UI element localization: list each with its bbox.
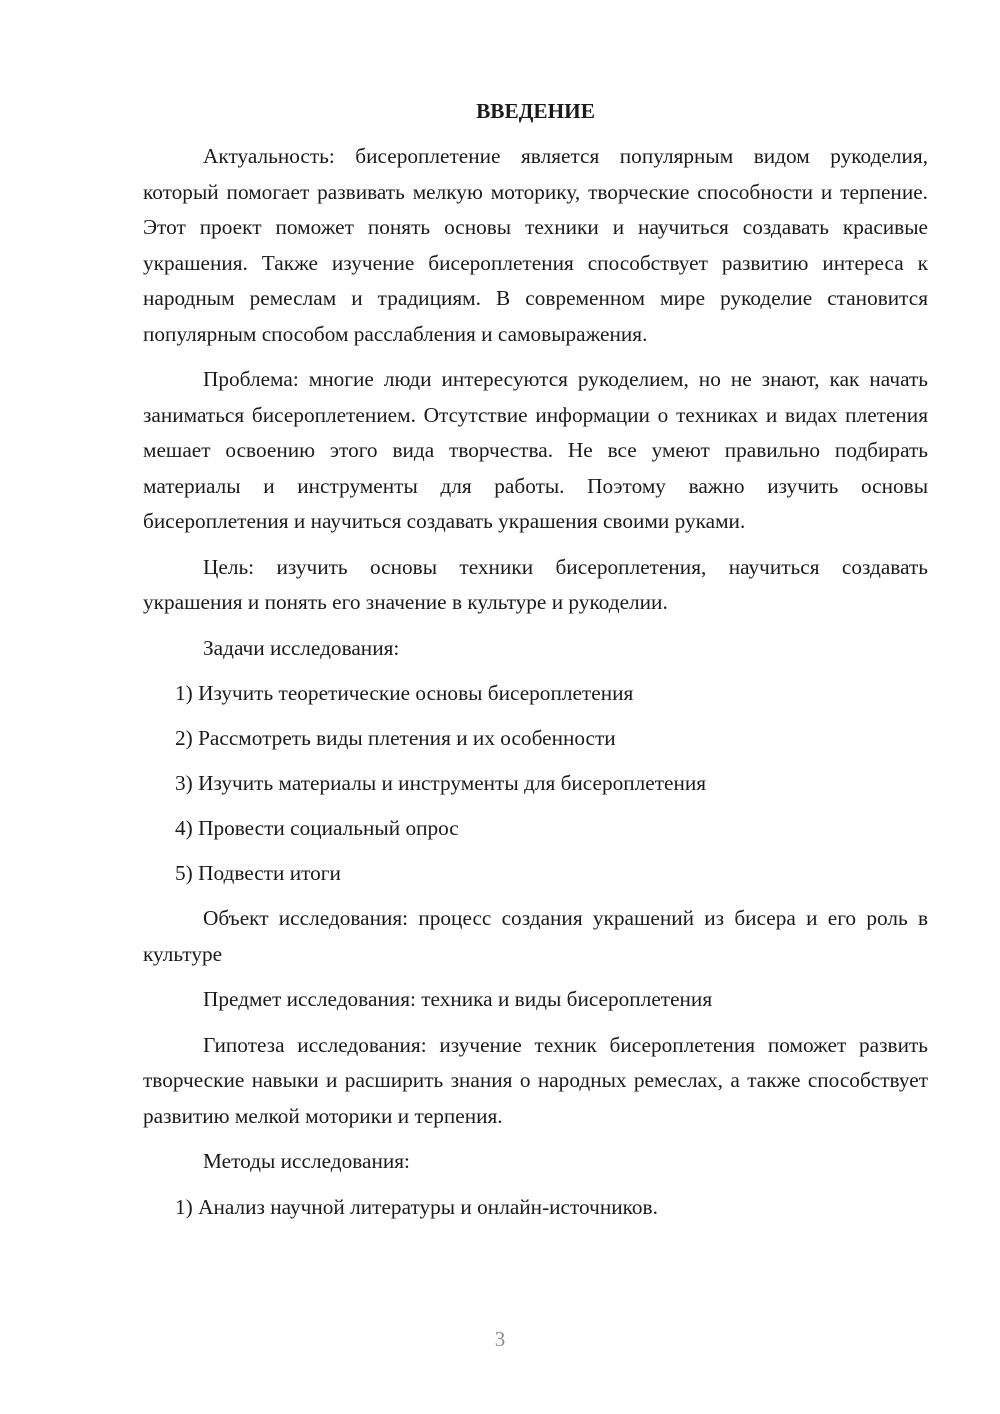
section-title: ВВЕДЕНИЕ <box>476 99 595 123</box>
actuality-paragraph: Актуальность: бисероплетение является популярным видом рукоделия, который помогает развивать мелкую моторику, творческие способности и терпение. Этот проект поможет понять основы техники и научиться создавать красивые украшения. Также изучение бисероплетения способствует развитию интереса к народным ремеслам и традициям. В современном мире рукоделие становится популярным способом расслабления и самовыражения. <box>143 144 928 346</box>
list-item: 5) Подвести итоги <box>175 861 341 885</box>
list-item: 2) Рассмотреть виды плетения и их особенности <box>175 726 616 750</box>
list-item: 4) Провести социальный опрос <box>175 816 459 840</box>
problem-paragraph: Проблема: многие люди интересуются рукоделием, но не знают, как начать заниматься бисероплетением. Отсутствие информации о техниках и видах плетения мешает освоению этого вида творчества. Не все умеют правильно подбирать материалы и инструменты для работы. Поэтому важно изучить основы бисероплетения и научиться создавать украшения своими руками. <box>143 367 928 533</box>
list-item: 3) Изучить материалы и инструменты для бисероплетения <box>175 771 707 795</box>
page-number: 3 <box>494 1327 506 1351</box>
methods-list <box>143 1190 928 1226</box>
subject-paragraph: Предмет исследования: техника и виды бисероплетения <box>203 987 713 1011</box>
tasks-list <box>143 676 928 892</box>
hypothesis-paragraph: Гипотеза исследования: изучение техник бисероплетения поможет развить творческие навыки и расширить знания о народных ремеслах, а также способствует развитию мелкой моторики и терпения. <box>143 1032 928 1128</box>
methods-label: Методы исследования: <box>203 1149 410 1173</box>
tasks-label: Задачи исследования: <box>203 635 400 660</box>
list-item: 1) Изучить теоретические основы бисероплетения <box>175 681 634 705</box>
object-paragraph: Объект исследования: процесс создания украшений из бисера и его роль в культуре <box>143 906 928 966</box>
list-item: 1) Анализ научной литературы и онлайн-источников. <box>175 1194 658 1219</box>
goal-paragraph: Цель: изучить основы техники бисероплетения, научиться создавать украшения и понять его значение в культуре и рукоделии. <box>143 554 928 614</box>
page-content <box>143 94 928 1235</box>
